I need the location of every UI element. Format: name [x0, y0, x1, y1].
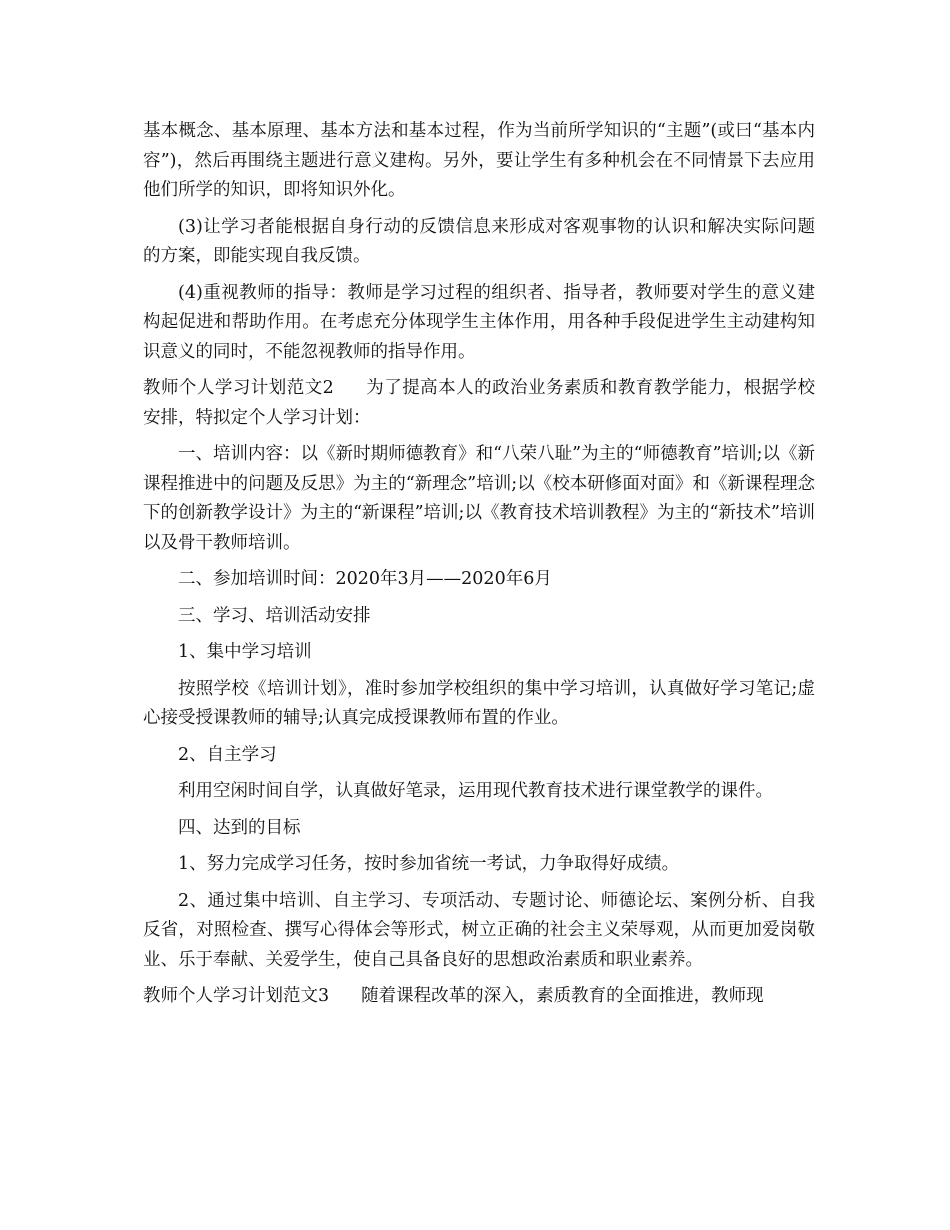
section-lead-text: 为了提高本人的政治业务素质和教育教学能力，根据学校安排，特拟定个人学习计划： [143, 378, 815, 428]
paragraph-goal-1: 1、努力完成学习任务，按时参加省统一考试，力争取得好成绩。 [178, 854, 680, 874]
section-title: 教师个人学习计划范文3 [143, 986, 330, 1006]
paragraph-goals-heading: 四、达到的目标 [178, 817, 301, 838]
section-heading-sample-2 [143, 374, 815, 433]
document-body [143, 117, 815, 1019]
paragraph-self-feedback: (3)让学习者能根据自身行动的反馈信息来形成对客观事物的认识和解决实际问题的方案，即能实现自我反馈。 [143, 216, 815, 266]
section-heading-sample-3 [143, 982, 815, 1012]
paragraph-centralized-body: 按照学校《培训计划》，准时参加学校组织的集中学习培训，认真做好学习笔记;虚心接受授课教师的辅导;认真完成授课教师布置的作业。 [143, 678, 815, 728]
paragraph-continued: 基本概念、基本原理、基本方法和基本过程，作为当前所学知识的“主题”(或曰“基本内容”)，然后再围绕主题进行意义建构。另外，要让学生有多种机会在不同情景下去应用他们所学的知识，即将知识外化。 [143, 121, 815, 200]
paragraph-training-time: 二、参加培训时间：2020年3月——2020年6月 [178, 569, 552, 589]
paragraph-teacher-guidance: (4)重视教师的指导：教师是学习过程的组织者、指导者，教师要对学生的意义建构起促进和帮助作用。在考虑充分体现学生主体作用，用各种手段促进学生主动建构知识意义的同时，不能忽视教师的指导作用。 [143, 282, 815, 362]
paragraph-centralized-heading: 1、集中学习培训 [178, 642, 312, 662]
paragraph-self-study-body: 利用空闲时间自学，认真做好笔录，运用现代教育技术进行课堂教学的课件。 [178, 781, 773, 801]
paragraph-goal-2: 2、通过集中培训、自主学习、专项活动、专题讨论、师德论坛、案例分析、自我反省，对照检查、撰写心得体会等形式，树立正确的社会主义荣辱观，从而更加爱岗敬业、乐于奉献、关爱学生，使自己具备良好的思想政治素质和职业素养。 [143, 890, 815, 970]
section-lead-text: 随着课程改革的深入，素质教育的全面推进，教师现 [361, 986, 764, 1006]
paragraph-activity-heading: 三、学习、培训活动安排 [178, 605, 371, 626]
paragraph-self-study-heading: 2、自主学习 [178, 744, 277, 765]
section-title: 教师个人学习计划范文2 [143, 378, 334, 398]
paragraph-training-content: 一、培训内容：以《新时期师德教育》和“八荣八耻”为主的“师德教育”培训;以《新课程推进中的问题及反思》为主的“新理念”培训;以《校本研修面对面》和《新课程理念下的创新教学设计》为主的“新课程”培训;以《教育技术培训教程》为主的“新技术”培训以及骨干教师培训。 [143, 444, 815, 553]
